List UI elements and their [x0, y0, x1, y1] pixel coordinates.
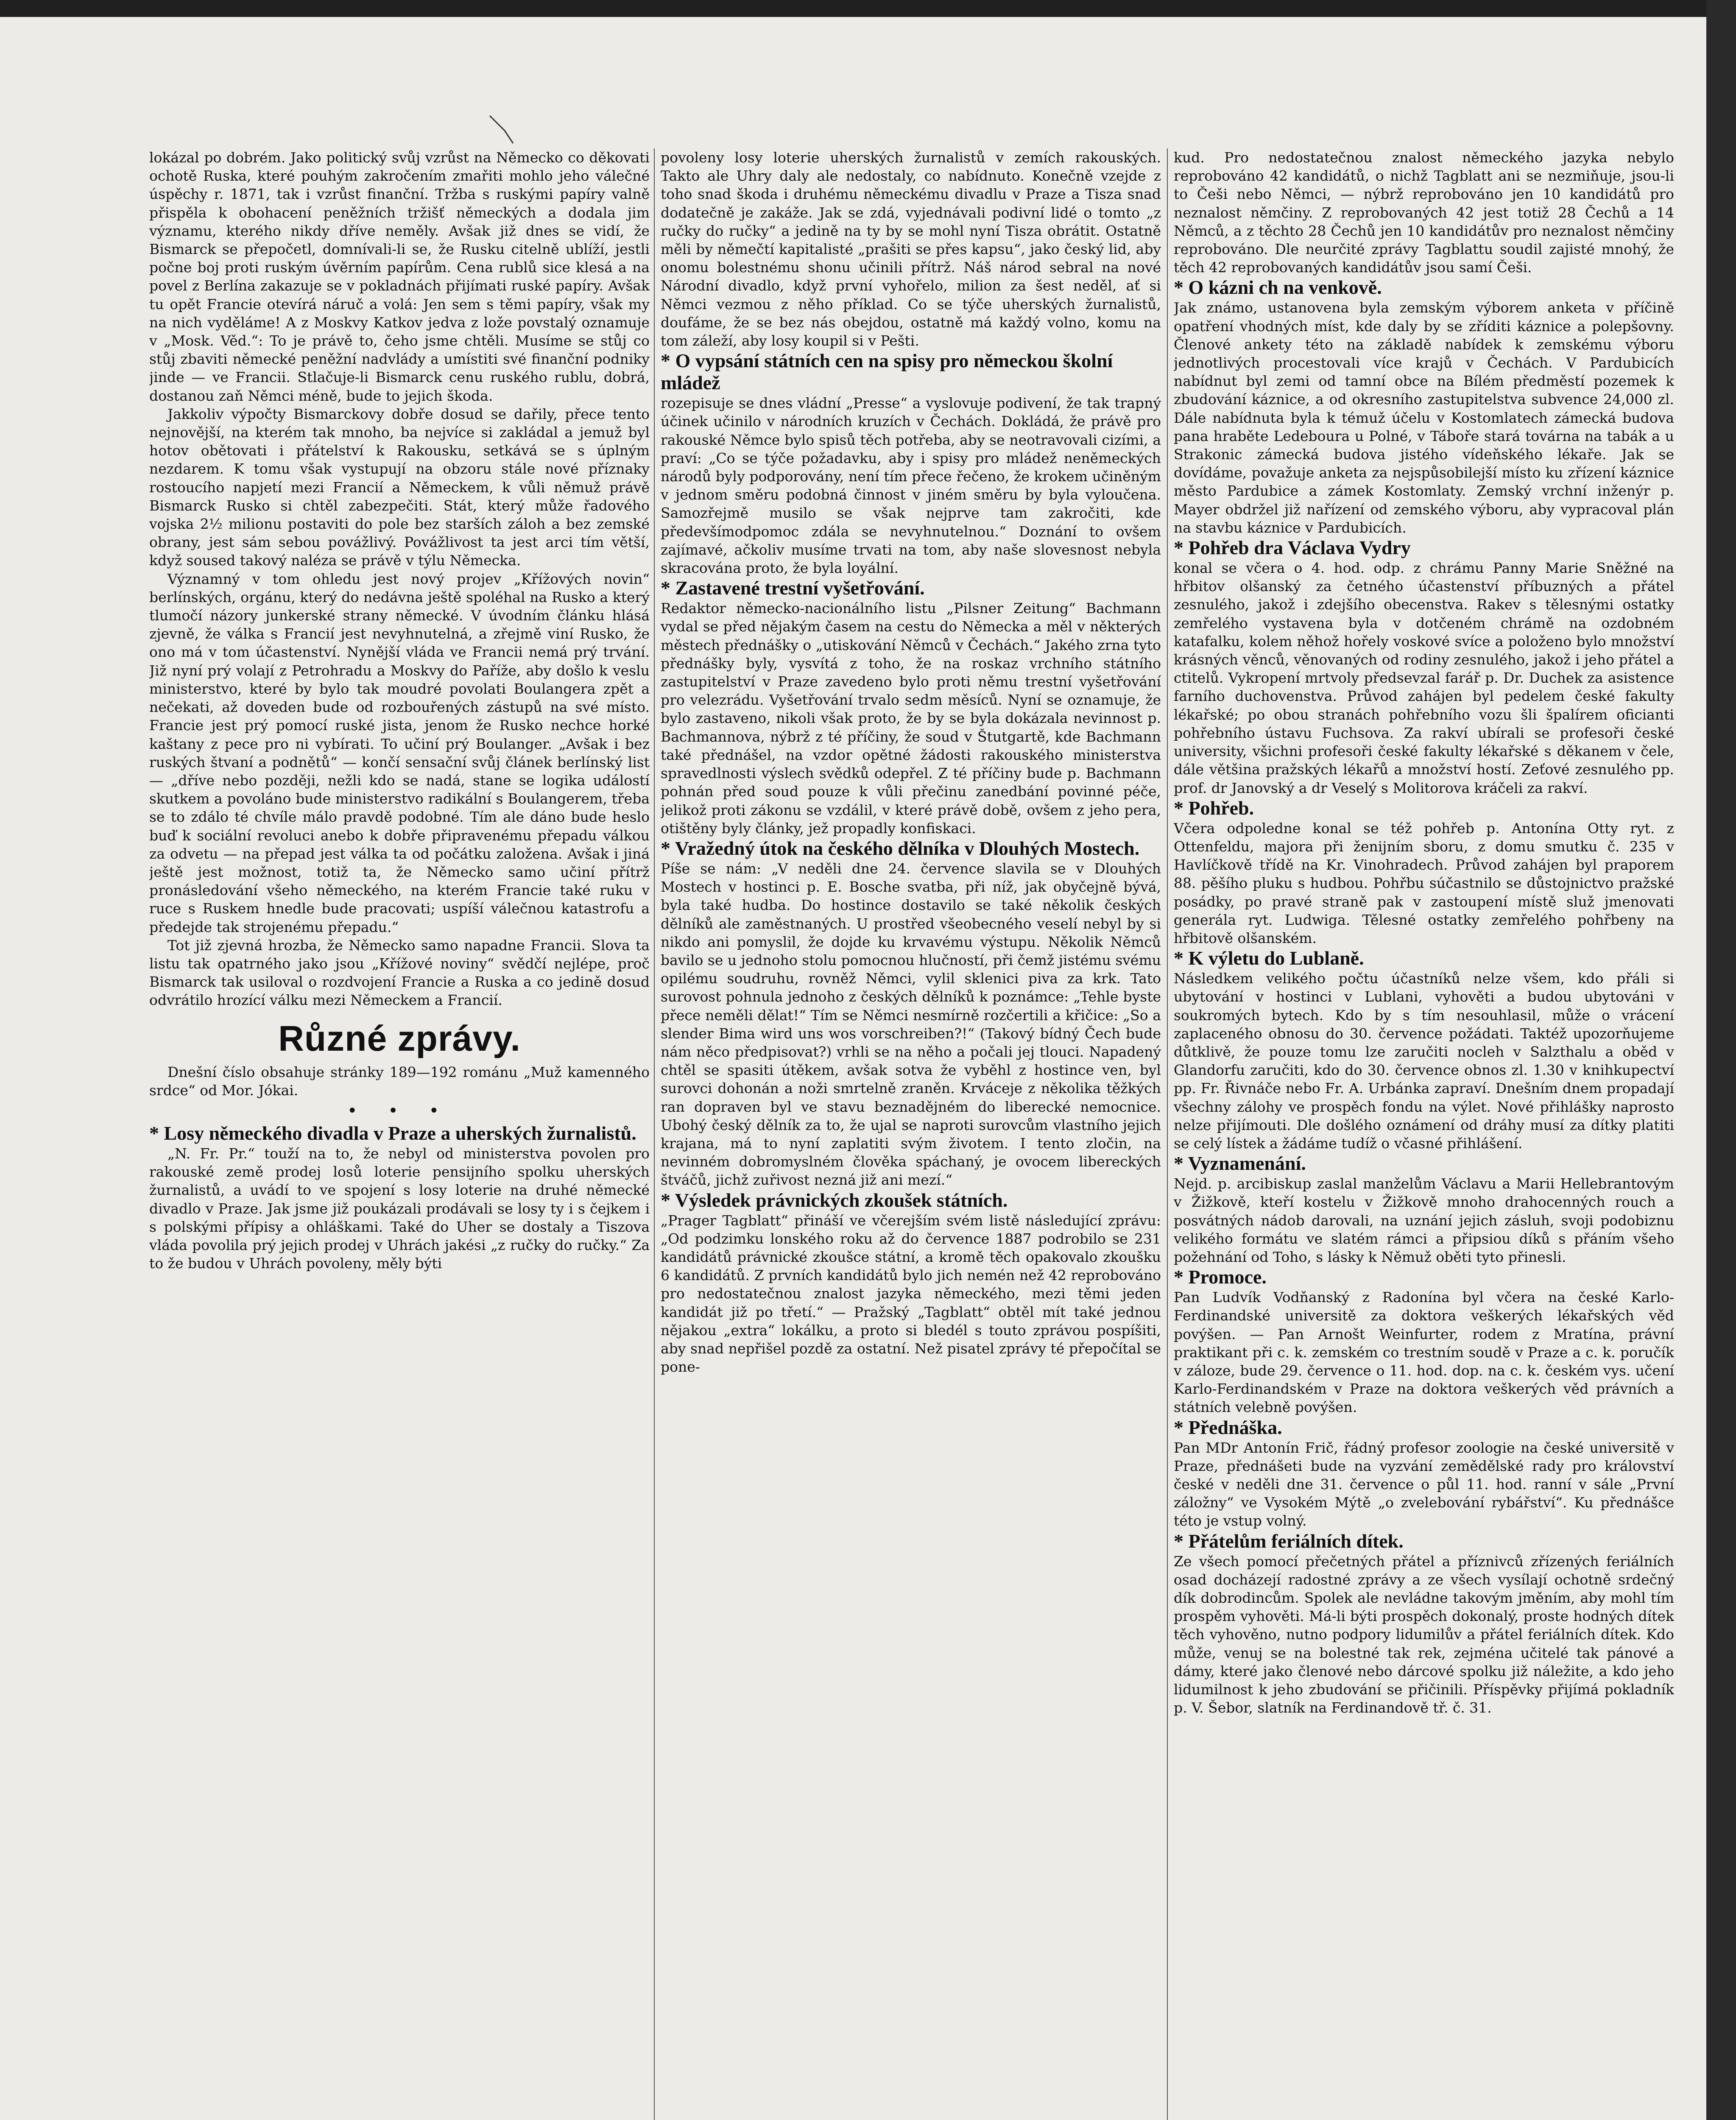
news-item-heading: * Výsledek právnických zkoušek státních.	[661, 1189, 1008, 1211]
separator-dots: • • •	[347, 1101, 452, 1121]
news-item-heading: * K výletu do Lublaně.	[1174, 947, 1364, 969]
article-paragraph: kud. Pro nedostatečnou znalost německého jazyka nebylo reprobováno 42 kandidátů, o nichž Tagblatt ani se nezmiňuje, jsou-li to Češi nebo Němci, — nýbrž reprobováno jen 10 kandidátů pro neznalost němčiny. Z reprobovaných 42 jest totiž 28 Čechů a 14 Němců, a z těchto 28 Čechů jen 10 kandidátův pro neznalost němčiny reprobováno. Dle neurčité zprávy Tagblattu soudil zajisté mnohý, že těch 42 reprobovaných kandidátův jsou samí Češi.	[1174, 149, 1674, 276]
column-divider	[654, 148, 655, 2120]
news-item-heading: * Vyznamenání.	[1174, 1152, 1306, 1174]
news-item-heading: * O kázni ch na venkově.	[1174, 276, 1382, 298]
article-paragraph: Významný v tom ohledu jest nový projev „Křížových novin“ berlínských, orgánu, který do nedávna ještě spoléhal na Rusko a který tlumočí názory junkerské strany německé. V úvodním článku hlásá zjevně, že válka s Francií jest nevyhnutelná, a zřejmě viní Rusko, že ono má v tom účastenství. Nynější vláda ve Francii nemá prý trvání. Již nyní prý volají z Petrohradu a Moskvy do Paříže, aby došlo k veslu ministerstvo, které by bylo tak moudré povolati Boulangera zpět a nečekati, až doveden bude od rozbouřených zástupů na své místo. Francie jest prý pomocí ruské jista, jenom že Rusko nechce horké kaštany z pece pro ni vybírati. To učiní prý Boulanger. „Avšak i bez ruských štvaní a podnětů“ — končí sensační svůj článek berlínský list — „dříve nebo později, nežli kdo se nadá, stane se logika událostí skutkem a povoláno bude ministerstvo radikální s Boulangerem, třeba se to zdálo té chvíle málo pravdě podobné. Tím ale dáno bude heslo buď k sociální revoluci anebo k dobře připravenému přepadu válkou za odvetu — na přepad jest válka ta od počátku založena. Avšak i jiná ještě jest možnost, totiž ta, že Německo samo učiní přítrž pronásledování všeho německého, na kterém Francie také ruku v ruce s Ruskem hnedle bude pracovati; uspíší válečnou katastrofu a předejde tak strojenému přepadu.“	[149, 570, 650, 935]
news-item-text: Jak známo, ustanovena byla zemským výborem anketa v příčině opatření vhodných míst, kde daly by se zříditi káznice a polepšovny. Členové ankety této na základě nabídek k zemskému výboru jednotlivých procestovali více krajů v Čechách. V Pardubicích nabídnut byl zemi od tamní obce na Bílém předměstí pozemek k zbudování káznice, a od okresního zastupitelstva subvence 24,000 zl. Dále nabídnuta byla k témuž účelu v Kostomlatech zámecká budova pana hraběte Ledebourа u Polné, v Táboře stará továrna na tabák a u Strakonic zámecká budova jistého vídeňského lékaře. Jak se dovídáme, považuje anketa za nejspůsobilejší místo ku zřízení káznice město Pardubice a zámek Kostomlaty. Zemský vrchní inženýr p. Mayer obdržel již nařízení od zemského výboru, aby vypracoval plán na stavbu káznice v Pardubicích.	[1174, 299, 1674, 536]
news-item-text: Pan MDr Antonín Frič, řádný profesor zoologie na české universitě v Praze, přednášeti bude na vyzvání zemědělské rady pro království české v neděli dne 31. července o půl 11. hod. ranní v sále „První záložny“ ve Vysokém Mýtě „o zvelebování rybářství“. Ku přednášce této je vstup volný.	[1174, 1439, 1674, 1529]
news-item-heading: * Losy německého divadla v Praze a uherských žurnalistů.	[149, 1122, 636, 1144]
news-item-text: Včera odpoledne konal se též pohřeb p. Antonína Otty ryt. z Ottenfeldu, majora při ženijním sboru, z domu smutku č. 235 v Havlíčkově třídě na Kr. Vinohradech. Průvod zahájen byl praporem 88. pěšího pluku s hudbou. Pohřbu súčastnilo se důstojnictvo pražské posádky, po pravé straně pak v zastoupení místě služ jmenovati generála ryt. Ludwiga. Tělesné ostatky zemřelého pohřbeny na hřbitově olšanském.	[1174, 820, 1674, 946]
news-item-heading: * Promoce.	[1174, 1266, 1267, 1288]
news-item-text: Následkem velikého počtu účastníků nelze všem, kdo přáli si ubytování v hostinci v Lublani, vyhověti a budou ubytováni v soukromých bytech. Kdo by s tím nesouhlasil, může o vrácení zaplaceného obnosu do 30. července požádati. Taktéž upozorňujeme důtklivě, že pouze tomu lze zaručiti nocleh v Salzthalu a oběd v Glandorfu zaručiti, kdo do 30. července obnos zl. 1.30 v knihkupectví pp. Fr. Řivnáče nebo Fr. A. Urbánka zapraví. Dnešním dnem propadají všechny zálohy ve prospěch fondu na výlet. Nové přihlášky naprosto nelze přijímouti. Dle došlého oznámení od dráhy musí za dítky platiti se celý lístek a žádáme tudíž o včasné přihlášení.	[1174, 970, 1674, 1152]
article-paragraph: Jakkoliv výpočty Bismarckovy dobře dosud se dařily, přece tento nejnovější, na kterém tak mnoho, ba nejvíce si zakládal a jemuž byl hotov obětovati i přátelství k Rakousku, setkává se s úplným nezdarem. K tomu však vystupují na obzoru stále nové příznaky rostoucího napjetí mezi Francií a Německem, k vůli němuž právě Bismarck Rusko si chtěl zabezpečiti. Stát, který může řadového vojska 2½ milionu postaviti do pole bez starších záloh a bez zemské obrany, jest sám sebou povážlivý. Povážlivost ta jest arci tím větší, když soused takový naléza se právě v týlu Německa.	[149, 405, 650, 569]
column-divider	[1167, 148, 1168, 2120]
news-item-heading: * Pohřeb.	[1174, 797, 1254, 819]
pen-mark	[488, 114, 526, 148]
news-item-text: „Prager Tagblatt“ přináší ve včerejším svém listě následující zprávu: „Od podzimku lonského roku až do července 1887 podrobilo se 231 kandidátů právnické zkoušce státní, a kromě těch opakovalo zkoušku 6 kandidátů. Z prvních kandidátů bylo jich nemén než 42 reprobováno pro nedostatečnou znalost jazyka německého, mezi těmi jeden kandidát již po třetí.“ — Pražský „Tagblatt“ obtěl mít také jednou nějakou „extra“ lokálku, a proto si bledél s touto zprávou pospíšiti, aby snad nepřišel pozdě za ostatní. Než pisatel zprávy té přepočítal se pone-	[661, 1212, 1161, 1375]
news-item-text: „N. Fr. Pr.“ touží na to, že nebyl od ministerstva povolen pro rakouské země prodej losů loterie pensijního spolku uherských žurnalistů, a uvádí to ve spojení s losy loterie na druhé německé divadlo v Praze. Jak jsme již poukázali prodávali se losy ty i s čejkem i s polskými přípisy a ohláškami. Také do Uher se dostaly a Tiszova vláda povolila prý jejich prodej v Uhrách jakési „z ručky do ručky.“ Za to že budou v Uhrách povoleny, měly býti	[149, 1145, 650, 1272]
news-item-text: Redaktor německo-nacionálního listu „Pilsner Zeitung“ Bachmann vydal se před nějakým časem na cestu do Německa a měl v některých městech přednášky o „utiskování Němců v Čechách.“ Jakého zrna tyto přednášky byly, vysvítá z toho, že na roskaz vrchního státního zastupitelství v Praze zavedeno bylo proti němu trestní vyšetřování pro velezrádu. Vyšetřování trvalo sedm měsíců. Nyní se oznamuje, že bylo zastaveno, nikoli však proto, že by se byla dokázala nevinnost p. Bachmannova, nýbrž z té příčiny, že soud v Štutgartě, kde Bachmann také přednášel, na vzdor opětné žádosti rakouského ministerstva spravedlnosti výslech svědků odepřel. Z té příčiny bude p. Bachmann pohnán před soud pouze k vůli přečinu zanedbání povinné péče, jelikož proti zákonu se vzdálil, v které právě době, ovšem z jeho pera, otištěny byly články, jež propadly konfiskaci.	[661, 600, 1161, 837]
article-paragraph: Tot již zjevná hrozba, že Německo samo napadne Francii. Slova ta listu tak opatrného jako jsou „Křížové noviny“ svědčí nejlépe, proč Bismarck tak usiloval o rozdvojení Francie a Ruska a co jedině dosud odvrátilo hrozící válku mezi Německem a Francií.	[149, 937, 650, 1009]
column-3	[1174, 148, 1674, 2120]
news-item-text: Píše se nám: „V neděli dne 24. července slavila se v Dlouhých Mostech v hostinci p. E. Bosche svatba, při níž, jak obyčejně bývá, byla také hudba. Do hostince dostavilo se také několik českých dělníků ale zaměstnaných. U prostřed všeobecného veselí nebyl by si nikdo ani pomyslil, že dojde ku krvavému výstupu. Několik Němců bavilo se u jednoho stolu pomocnou hlučností, při čemž jistému svému opilému soudruhu, rovněž Němci, vylil sklenici piva za krk. Tato surovost pohnula jednoho z českých dělníků k poznámce: „Tehle byste přece neměli dělat!“ Tím se Němci nesmírně rozčertili a křičice: „So a slender Bima wird uns wos vorschreiben?!“ (Takový bídný Čech bude nám něco předpisovat?) vrhli se na něho a počali jej tlouci. Napadený chtěl se spasiti útěkem, avšak sotva že vyběhl z hostince ven, byl surovci dohonán a noži smrtelně zraněn. Krváceje z několika těžkých ran dopraven byl ve stavu beznadějném do liberecké nemocnice. Ubohý český dělník za to, že ujal se naproti surovcům vlastního jejich krajana, má to nyní zaplatiti svým životem. I tento zločin, na nevinném dobromyslném člověka spáchaný, je ovocem libereckých štváčů, jichž zuřivost nezná již ani mezí.“	[661, 860, 1161, 1188]
news-item-heading: * Přátelům feriálních dítek.	[1174, 1530, 1404, 1552]
section-heading: Různé zprávy.	[278, 1018, 521, 1058]
article-paragraph: povoleny losy loterie uherských žurnalistů v zemích rakouských. Takto ale Uhry daly ale nedostaly, co nabídnuto. Konečně vzejde z toho snad škoda i druhému německému divadlu v Praze a Tisza snad dodatečně je zakáže. Jak se zdá, vyjednávali podivní lidé o tomto „z ručky do ručky“ a jedině na ty by se mohl nyní Tisza obrátit. Ostatně měli by němečtí kapitalisté „prašiti se přes kapsu“, jako český lid, aby onomu bolestnému shonu učinili přítrž. Náš národ sebral na nové Národní divadlo, když první vyhořelo, milion za šest neděl, ať si Němci vezmou z něho příklad. Co se týče uherských žurnalistů, doufáme, že se bez nás obejdou, ostatně má každý volno, komu na tom záleží, aby losy koupil si v Pešti.	[661, 149, 1161, 349]
top-border	[0, 0, 1736, 17]
notice: Dnešní číslo obsahuje stránky 189—192 románu „Muž kamenného srdce“ od Mor. Jókai.	[149, 1063, 650, 1099]
news-item-heading: * Pohřeb dra Václava Vydry	[1174, 537, 1411, 559]
column-2	[661, 148, 1161, 2120]
news-item-text: Nejd. p. arcibiskup zaslal manželům Václavu a Marii Hellebrantovým v Žižkově, kteří kostelu v Žižkově mnoho drahocenných rouch a posvátných nádob darovali, na uznání jejich zásluh, svoji podobiznu velikého formátu ve slatém rámci a připsiou díků s přáním všeho požehnání od Toho, s lásky k Němuž oběti tyto přinesli.	[1174, 1175, 1674, 1265]
news-item-heading: * Přednáška.	[1174, 1416, 1282, 1438]
news-item-heading: * Vražedný útok na českého dělníka v Dlouhých Mostech.	[661, 837, 1140, 859]
news-item-text: Pan Ludvík Vodňanský z Radonína byl včera na české Karlo-Ferdinandské universitě za doktora veškerých lékařských věd povýšen. — Pan Arnošt Weinfurter, rodem z Mratína, právní praktikant při c. k. zemském co trestním soudě v Praze a c. k. poručík v záloze, bude 29. července o 11. hod. dop. na c. k. českém vys. učení Karlo-Ferdinandském v Praze na doktora veškerých věd právních a státních velebně povýšen.	[1174, 1289, 1674, 1416]
news-item-heading: * O vypsání státních cen na spisy pro německou školní mládež	[661, 350, 1113, 394]
article-paragraph: lokázal po dobrém. Jako politický svůj vzrůst na Německo co děkovati ochotě Ruska, které pouhým zakročením zmařiti mohlo jeho válečné úspěchy r. 1871, tak i vzrůst finanční. Tržba s ruskými papíry valně přispěla k obohacení peněžních tržišť německých a dodala jim významu, kterého nikdy dříve neměly. Avšak již dnes se vidí, že Bismarck se přepočetl, domnívali-li se, že Rusku citelně ublíží, jestli počne boj proti ruským úvěrním papírům. Cena rublů sice klesá a na povel z Berlína zakazuje se v pokladnách přijímati ruské papíry. Avšak tu opět Francie otevírá náruč a volá: Jen sem s těmi papíry, však my na nich vyděláme! A z Moskvy Katkov jedva z lože povstalý oznamuje v „Mosk. Věd.“: To je právě to, čeho jsme chtěli. Musíme se stůj co stůj zbaviti německé peněžní nadvlády a umístiti své finanční podniky jinde — ve Francii. Stlačuje-li Bismarck cenu ruského rublu, dobrá, dostanou zaň Němci méně, bude to jejich škoda.	[149, 149, 650, 404]
news-item-text: rozepisuje se dnes vládní „Presse“ a vyslovuje podivení, že tak trapný účinek učinilo v národních kruzích v Čechách. Dokládá, že právě pro rakouské Němce bylo spisů těch potřeba, aby se neotravovali cizími, a praví: „Co se týče požadavku, aby i spisy pro mládež neněmeckých národů byly podporovány, není tím přece řečeno, že krokem učiněným v jednom směru podobná činnost v jiném směru by byla vyloučena. Samozřejmě musilo se však nejprve tam zakročiti, kde předevšímodpomoc zdála se nevyhnutelnou.“ Doznání to ovšem zajímavé, ačkoliv musíme trvati na tom, aby naše slovesnost nebyla skracována proto, že byla loyální.	[661, 395, 1161, 577]
column-1	[149, 148, 650, 2120]
news-item-text: konal se včera o 4. hod. odp. z chrámu Panny Marie Sněžné na hřbitov olšanský za četného účastenství příbuzných a přátel zesnulého, jakož i zdejšího obecenstva. Rakev s tělesnými ostatky zemřelého vystavena byla v dotčeném chrámě na ozdobném katafalku, kolem něhož hořely voskové svíce a položeno bylo množství krásných věnců, věnovaných od rodiny zesnulého, jakož i jeho přátel a ctitelů. Vykropení mrtvoly předsevzal farář p. Dr. Duchek za asistence farního duchovenstva. Průvod zahájen byl pedelem české fakulty lékařské; po obou stranách pohřebního vozu šli špalírem oficianti pohřebního ústavu Fuchsova. Za rakví ubírali se profesoři české university, všichni profesoři české fakulty lékařské s děkanem v čele, dále většina pražských lékařů a množství hostí. Zeťové zesnulého pp. prof. dr Janovský a dr Veselý s Molitorova kráčeli za rakví.	[1174, 560, 1674, 796]
news-item-heading: * Zastavené trestní vyšetřování.	[661, 577, 925, 599]
right-border	[1706, 0, 1736, 2120]
news-item-text: Ze všech pomocí přečetných přátel a příznivců zřízených feriálních osad docházejí radostné zprávy a ze všech vysílají ochotně srdečný dík dobrodincům. Spolek ale nevládne takovým jměním, aby mohl tím prospěm vyhověti. Má-li býti prospěch dokonalý, proste hodných dítek těch vyhověno, nutno podpory lidumilův a přátel feriálních dítek. Kdo může, venuj se na bolestné tak rek, zejména učitelé tak pánové a dámy, které jako členové nebo dárcové spolku již náležite, a kdo jeho lidumilnost k jeho zbudování se přičinili. Příspěvky přijímá pokladník p. V. Šebor, slatník na Ferdinandově tř. č. 31.	[1174, 1553, 1674, 1716]
